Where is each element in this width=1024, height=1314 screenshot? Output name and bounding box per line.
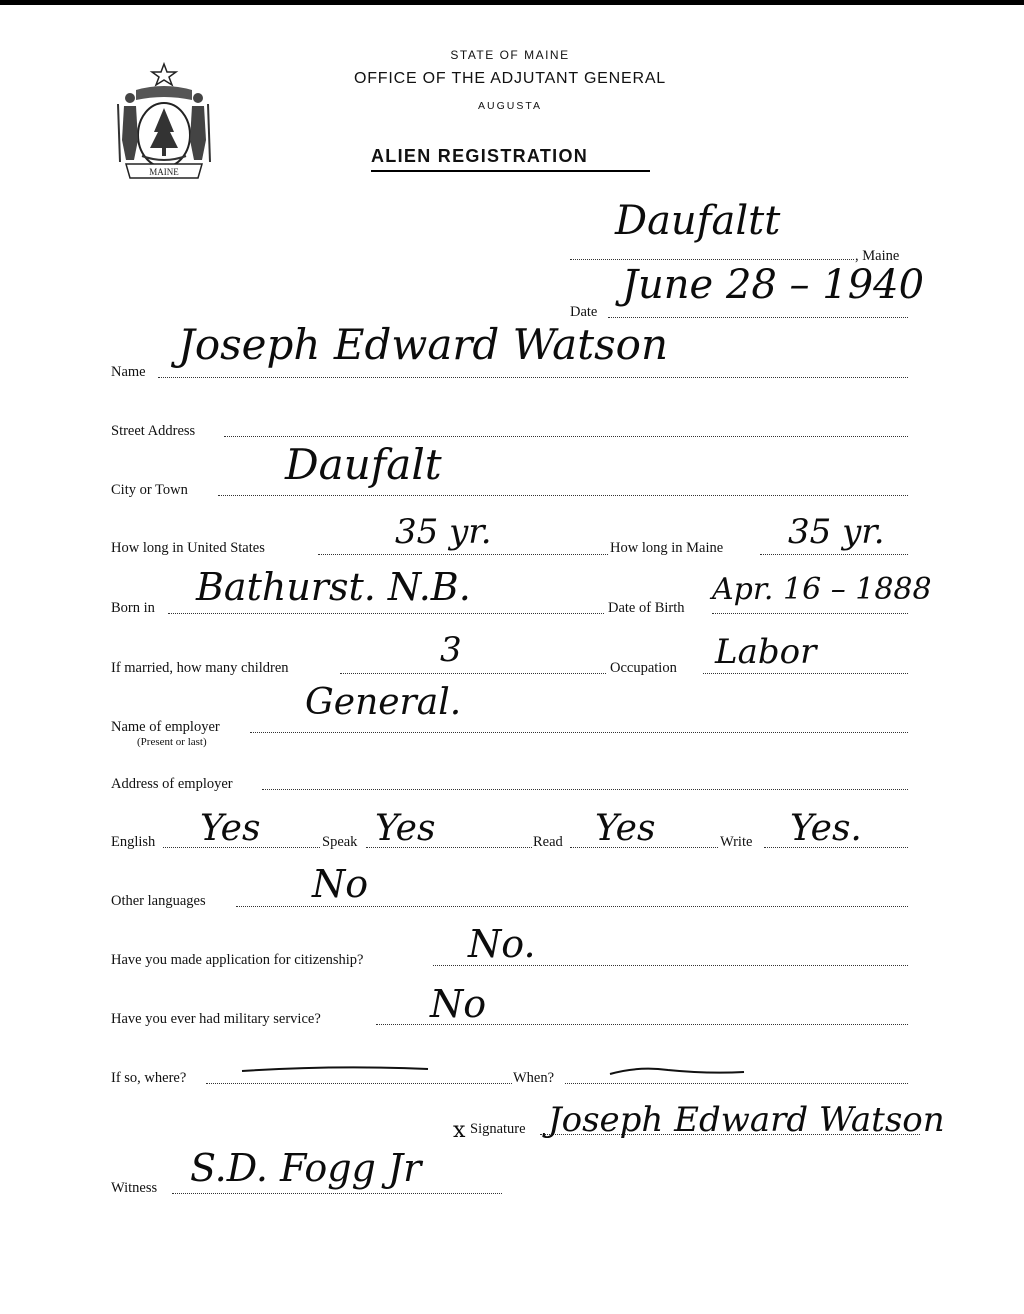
witness-field[interactable] [172,1193,502,1194]
how-long-maine-value: 35 yr. [788,512,885,552]
military-value: No [430,982,487,1026]
title-underline [371,170,650,172]
occupation-label: Occupation [610,660,677,676]
signature-label: Signature [470,1121,526,1137]
maine-label: , Maine [855,248,900,264]
city-heading: AUGUSTA [478,100,542,112]
other-languages-value: No [312,862,369,906]
citizenship-value: No. [468,922,536,966]
where-dash-stroke [240,1062,430,1076]
children-label: If married, how many children [111,660,289,676]
occupation-value: Labor [715,632,817,672]
city-value: Daufalt [285,440,442,489]
date-of-birth-label: Date of Birth [608,600,685,616]
how-long-maine-label: How long in Maine [610,540,724,556]
employer-address-label: Address of employer [111,776,233,792]
state-heading: STATE OF MAINE [450,48,570,62]
town-value: Daufaltt [615,198,781,244]
street-address-label: Street Address [111,423,196,439]
how-long-us-value: 35 yr. [395,512,492,552]
witness-label: Witness [111,1180,158,1196]
how-long-us-label: How long in United States [111,540,265,556]
date-value: June 28 – 1940 [622,262,925,308]
date-of-birth-value: Apr. 16 – 1888 [712,572,932,607]
employer-value: General. [305,682,462,723]
scan-border [0,0,1024,5]
other-languages-label: Other languages [111,893,206,909]
town-field[interactable] [570,259,854,260]
speak-label: Speak [322,834,358,850]
english-label: English [111,834,156,850]
write-label: Write [720,834,753,850]
svg-text:MAINE: MAINE [149,167,179,177]
date-of-birth-field[interactable] [712,613,908,614]
how-long-us-field[interactable] [318,554,608,555]
date-field[interactable] [608,317,908,318]
military-label: Have you ever had military service? [111,1011,321,1027]
witness-value: S.D. Fogg Jr [190,1146,422,1190]
name-label: Name [111,364,146,380]
if-so-where-field[interactable] [206,1083,512,1084]
read-value: Yes [595,808,656,849]
employer-note: (Present or last) [137,736,207,748]
children-field[interactable] [340,673,606,674]
born-in-value: Bathurst. N.B. [196,565,471,609]
name-value: Joseph Edward Watson [178,320,668,369]
date-label: Date [570,304,598,320]
write-value: Yes. [790,808,862,849]
maine-state-seal-icon [108,60,220,184]
form-title: ALIEN REGISTRATION [371,146,589,166]
read-label: Read [533,834,563,850]
occupation-field[interactable] [703,673,908,674]
office-heading: OFFICE OF THE ADJUTANT GENERAL [353,70,667,87]
when-label: When? [513,1070,555,1086]
born-in-field[interactable] [168,613,604,614]
citizenship-label: Have you made application for citizenship? [111,952,364,968]
children-value: 3 [440,630,462,670]
english-value: Yes [200,808,261,849]
city-field[interactable] [218,495,908,496]
employer-address-field[interactable] [262,789,908,790]
street-address-field[interactable] [224,436,908,437]
how-long-maine-field[interactable] [760,554,908,555]
born-in-label: Born in [111,600,155,616]
speak-value: Yes [375,808,436,849]
when-field[interactable] [565,1083,908,1084]
other-languages-field[interactable] [236,906,908,907]
name-field[interactable] [158,377,908,378]
employer-field[interactable] [250,732,908,733]
city-label: City or Town [111,482,188,498]
if-so-where-label: If so, where? [111,1070,187,1086]
signature-mark: x [453,1118,466,1143]
employer-label: Name of employer [111,719,220,735]
when-dash-stroke [608,1064,748,1078]
signature-value: Joseph Edward Watson [548,1100,945,1140]
